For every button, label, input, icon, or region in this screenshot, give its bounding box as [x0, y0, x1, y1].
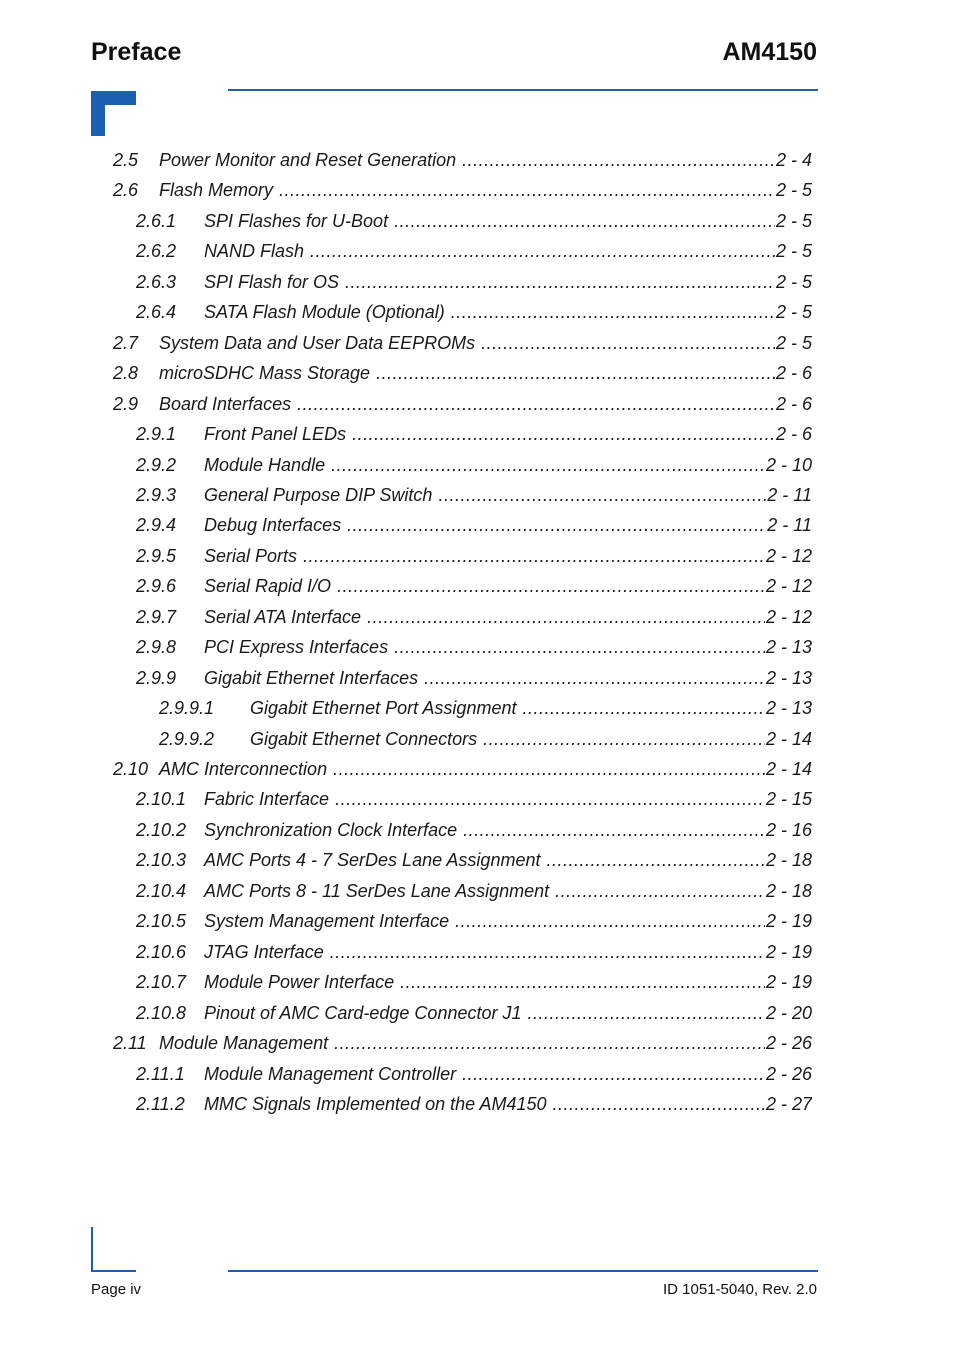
toc-entry-title: Front Panel LEDs: [204, 424, 347, 444]
toc-leader-dots: [331, 454, 765, 476]
toc-entry[interactable]: [136, 606, 812, 628]
toc-entry-title: SATA Flash Module (Optional): [204, 302, 445, 322]
toc-entry-title: microSDHC Mass Storage: [159, 363, 371, 383]
header-section-title: Preface: [91, 38, 182, 66]
toc-entry-title: System Data and User Data EEPROMs: [159, 333, 476, 353]
toc-entry-number: 2.9.4: [136, 515, 177, 535]
toc-entry[interactable]: [113, 332, 812, 354]
toc-entry-number: 2.10.5: [136, 911, 187, 931]
toc-entry-number: 2.6: [113, 180, 139, 200]
toc-leader-dots: [455, 910, 765, 932]
toc-entry-page: 2 - 12: [765, 576, 812, 596]
toc-entry-number: 2.6.3: [136, 272, 177, 292]
toc-leader-dots: [303, 545, 765, 567]
header-product-name: AM4150: [722, 38, 817, 66]
toc-entry[interactable]: [136, 1093, 812, 1115]
toc-entry[interactable]: [113, 179, 812, 201]
toc-entry-title: System Management Interface: [204, 911, 450, 931]
toc-leader-dots: [347, 514, 766, 536]
toc-entry-page: 2 - 27: [765, 1094, 812, 1114]
toc-entry-title: Module Management Controller: [204, 1064, 457, 1084]
toc-entry-page: 2 - 20: [765, 1003, 812, 1023]
toc-leader-dots: [400, 971, 765, 993]
toc-entry[interactable]: [136, 667, 812, 689]
toc-entry-number: 2.9.8: [136, 637, 177, 657]
toc-leader-dots: [337, 575, 765, 597]
toc-entry-page: 2 - 4: [775, 150, 812, 170]
toc-leader-dots: [481, 332, 775, 354]
toc-entry-page: 2 - 15: [765, 789, 812, 809]
toc-leader-dots: [334, 1032, 765, 1054]
toc-entry-title: JTAG Interface: [204, 942, 324, 962]
toc-entry-number: 2.11.2: [136, 1094, 185, 1114]
toc-leader-dots: [394, 636, 765, 658]
toc-entry-page: 2 - 5: [775, 333, 812, 353]
toc-entry-title: Module Power Interface: [204, 972, 395, 992]
toc-entry[interactable]: [136, 636, 812, 658]
toc-entry-title: General Purpose DIP Switch: [204, 485, 433, 505]
toc-entry[interactable]: [113, 149, 812, 171]
toc-entry-page: 2 - 19: [765, 911, 812, 931]
toc-entry[interactable]: [136, 454, 812, 476]
toc-entry-page: 2 - 5: [775, 180, 812, 200]
toc-entry[interactable]: [136, 971, 812, 993]
toc-entry[interactable]: [136, 240, 812, 262]
toc-entry-title: Board Interfaces: [159, 394, 292, 414]
toc-entry[interactable]: [113, 758, 812, 780]
toc-leader-dots: [335, 788, 765, 810]
toc-entry-title: MMC Signals Implemented on the AM4150: [204, 1094, 547, 1114]
toc-leader-dots: [279, 179, 775, 201]
toc-entry-title: Serial ATA Interface: [204, 607, 362, 627]
footer-rule: [228, 1270, 818, 1272]
toc-leader-dots: [310, 240, 775, 262]
toc-leader-dots: [394, 210, 775, 232]
toc-entry-number: 2.10.7: [136, 972, 187, 992]
toc-entry-number: 2.9.9: [136, 668, 177, 688]
toc-entry-number: 2.9.9.1: [159, 698, 215, 718]
toc-entry-number: 2.9.7: [136, 607, 177, 627]
toc-entry-title: Debug Interfaces: [204, 515, 342, 535]
toc-entry[interactable]: [159, 728, 812, 750]
toc-entry-page: 2 - 14: [765, 759, 812, 779]
header-corner-mark-vertical: [91, 91, 105, 136]
toc-entry-page: 2 - 6: [775, 424, 812, 444]
toc-leader-dots: [483, 728, 765, 750]
toc-entry[interactable]: [136, 545, 812, 567]
toc-entry-number: 2.8: [113, 363, 139, 383]
toc-entry-number: 2.10.6: [136, 942, 187, 962]
footer-document-id: ID 1051-5040, Rev. 2.0: [663, 1281, 817, 1298]
toc-entry-title: Fabric Interface: [204, 789, 330, 809]
toc-entry-title: SPI Flashes for U-Boot: [204, 211, 389, 231]
toc-entry-title: AMC Ports 8 - 11 SerDes Lane Assignment: [204, 881, 550, 901]
toc-entry-number: 2.9.1: [136, 424, 177, 444]
toc-entry-page: 2 - 6: [775, 394, 812, 414]
toc-entry[interactable]: [136, 941, 812, 963]
toc-entry-number: 2.6.1: [136, 211, 177, 231]
toc-entry[interactable]: [113, 362, 812, 384]
toc-entry-page: 2 - 5: [775, 272, 812, 292]
toc-entry[interactable]: [136, 819, 812, 841]
toc-entry-page: 2 - 11: [767, 515, 812, 535]
toc-entry-title: Gigabit Ethernet Port Assignment: [250, 698, 517, 718]
toc-entry-page: 2 - 12: [765, 546, 812, 566]
toc-entry-number: 2.9.3: [136, 485, 177, 505]
toc-entry-page: 2 - 6: [775, 363, 812, 383]
toc-entry-page: 2 - 16: [765, 820, 812, 840]
toc-leader-dots: [345, 271, 775, 293]
toc-entry-title: AMC Ports 4 - 7 SerDes Lane Assignment: [204, 850, 541, 870]
toc-entry-number: 2.10.8: [136, 1003, 187, 1023]
toc-entry-number: 2.9.6: [136, 576, 177, 596]
toc-entry-title: PCI Express Interfaces: [204, 637, 389, 657]
toc-entry[interactable]: [136, 910, 812, 932]
toc-entry[interactable]: [136, 1063, 812, 1085]
toc-entry-page: 2 - 19: [765, 972, 812, 992]
toc-entry-number: 2.9.9.2: [159, 729, 215, 749]
toc-entry-page: 2 - 12: [765, 607, 812, 627]
toc-entry-number: 2.7: [113, 333, 139, 353]
toc-entry-page: 2 - 18: [765, 881, 812, 901]
toc-entry-number: 2.10.2: [136, 820, 187, 840]
toc-entry-page: 2 - 13: [765, 698, 812, 718]
toc-entry-title: Pinout of AMC Card-edge Connector J1: [204, 1003, 522, 1023]
toc-entry-number: 2.10: [113, 759, 149, 779]
toc-entry-page: 2 - 19: [765, 942, 812, 962]
toc-entry-number: 2.6.4: [136, 302, 177, 322]
toc-leader-dots: [463, 819, 765, 841]
toc-entry-title: NAND Flash: [204, 241, 305, 261]
toc-entry-number: 2.9: [113, 394, 139, 414]
toc-entry-number: 2.10.4: [136, 881, 187, 901]
toc-entry-title: Flash Memory: [159, 180, 274, 200]
toc-entry-number: 2.10.1: [136, 789, 187, 809]
toc-leader-dots: [438, 484, 766, 506]
toc-entry-title: Module Handle: [204, 455, 326, 475]
toc-leader-dots: [528, 1002, 765, 1024]
toc-entry-title: Serial Ports: [204, 546, 298, 566]
toc-entry[interactable]: [136, 1002, 812, 1024]
toc-entry-title: Gigabit Ethernet Connectors: [250, 729, 478, 749]
toc-entry-page: 2 - 26: [765, 1064, 812, 1084]
toc-entry[interactable]: [136, 301, 812, 323]
toc-leader-dots: [553, 1093, 765, 1115]
toc-leader-dots: [376, 362, 775, 384]
toc-entry[interactable]: [159, 697, 812, 719]
toc-entry[interactable]: [136, 880, 812, 902]
toc-entry-page: 2 - 5: [775, 241, 812, 261]
toc-leader-dots: [297, 393, 775, 415]
toc-entry[interactable]: [113, 1032, 812, 1054]
toc-entry-number: 2.11.1: [136, 1064, 185, 1084]
toc-leader-dots: [546, 849, 764, 871]
toc-entry[interactable]: [136, 788, 812, 810]
footer-page-number: Page iv: [91, 1281, 142, 1298]
toc-leader-dots: [522, 697, 765, 719]
toc-entry-page: 2 - 11: [767, 485, 812, 505]
toc-leader-dots: [333, 758, 765, 780]
toc-entry-title: Power Monitor and Reset Generation: [159, 150, 457, 170]
toc-entry-number: 2.6.2: [136, 241, 177, 261]
toc-entry-page: 2 - 13: [765, 668, 812, 688]
header-rule: [228, 89, 818, 91]
toc-entry-page: 2 - 5: [775, 302, 812, 322]
toc-leader-dots: [424, 667, 765, 689]
toc-entry-page: 2 - 5: [775, 211, 812, 231]
toc-entry-title: Module Management: [159, 1033, 329, 1053]
toc-leader-dots: [352, 423, 775, 445]
toc-entry-number: 2.10.3: [136, 850, 187, 870]
toc-entry-title: Serial Rapid I/O: [204, 576, 332, 596]
toc-entry-number: 2.11: [113, 1033, 147, 1053]
toc-leader-dots: [462, 149, 775, 171]
toc-entry-page: 2 - 14: [765, 729, 812, 749]
toc-entry[interactable]: [136, 484, 812, 506]
toc-leader-dots: [451, 301, 775, 323]
toc-entry-title: SPI Flash for OS: [204, 272, 340, 292]
footer-corner-mark-vertical: [91, 1227, 93, 1272]
toc-entry-page: 2 - 18: [765, 850, 812, 870]
toc-entry[interactable]: [136, 849, 812, 871]
toc-entry-number: 2.9.5: [136, 546, 177, 566]
toc-leader-dots: [367, 606, 765, 628]
toc-entry-title: Gigabit Ethernet Interfaces: [204, 668, 419, 688]
toc-entry[interactable]: [136, 575, 812, 597]
toc-entry[interactable]: [113, 393, 812, 415]
toc-entry[interactable]: [136, 514, 812, 536]
toc-entry-title: AMC Interconnection: [159, 759, 328, 779]
toc-leader-dots: [330, 941, 765, 963]
footer-corner-mark-horizontal: [91, 1270, 136, 1272]
toc-entry-page: 2 - 10: [765, 455, 812, 475]
toc-entry[interactable]: [136, 423, 812, 445]
toc-leader-dots: [462, 1063, 765, 1085]
toc-entry[interactable]: [136, 271, 812, 293]
toc-entry-title: Synchronization Clock Interface: [204, 820, 458, 840]
toc-entry[interactable]: [136, 210, 812, 232]
toc-entry-page: 2 - 26: [765, 1033, 812, 1053]
toc-entry-page: 2 - 13: [765, 637, 812, 657]
toc-entry-number: 2.5: [113, 150, 139, 170]
toc-entry-number: 2.9.2: [136, 455, 177, 475]
toc-leader-dots: [555, 880, 765, 902]
